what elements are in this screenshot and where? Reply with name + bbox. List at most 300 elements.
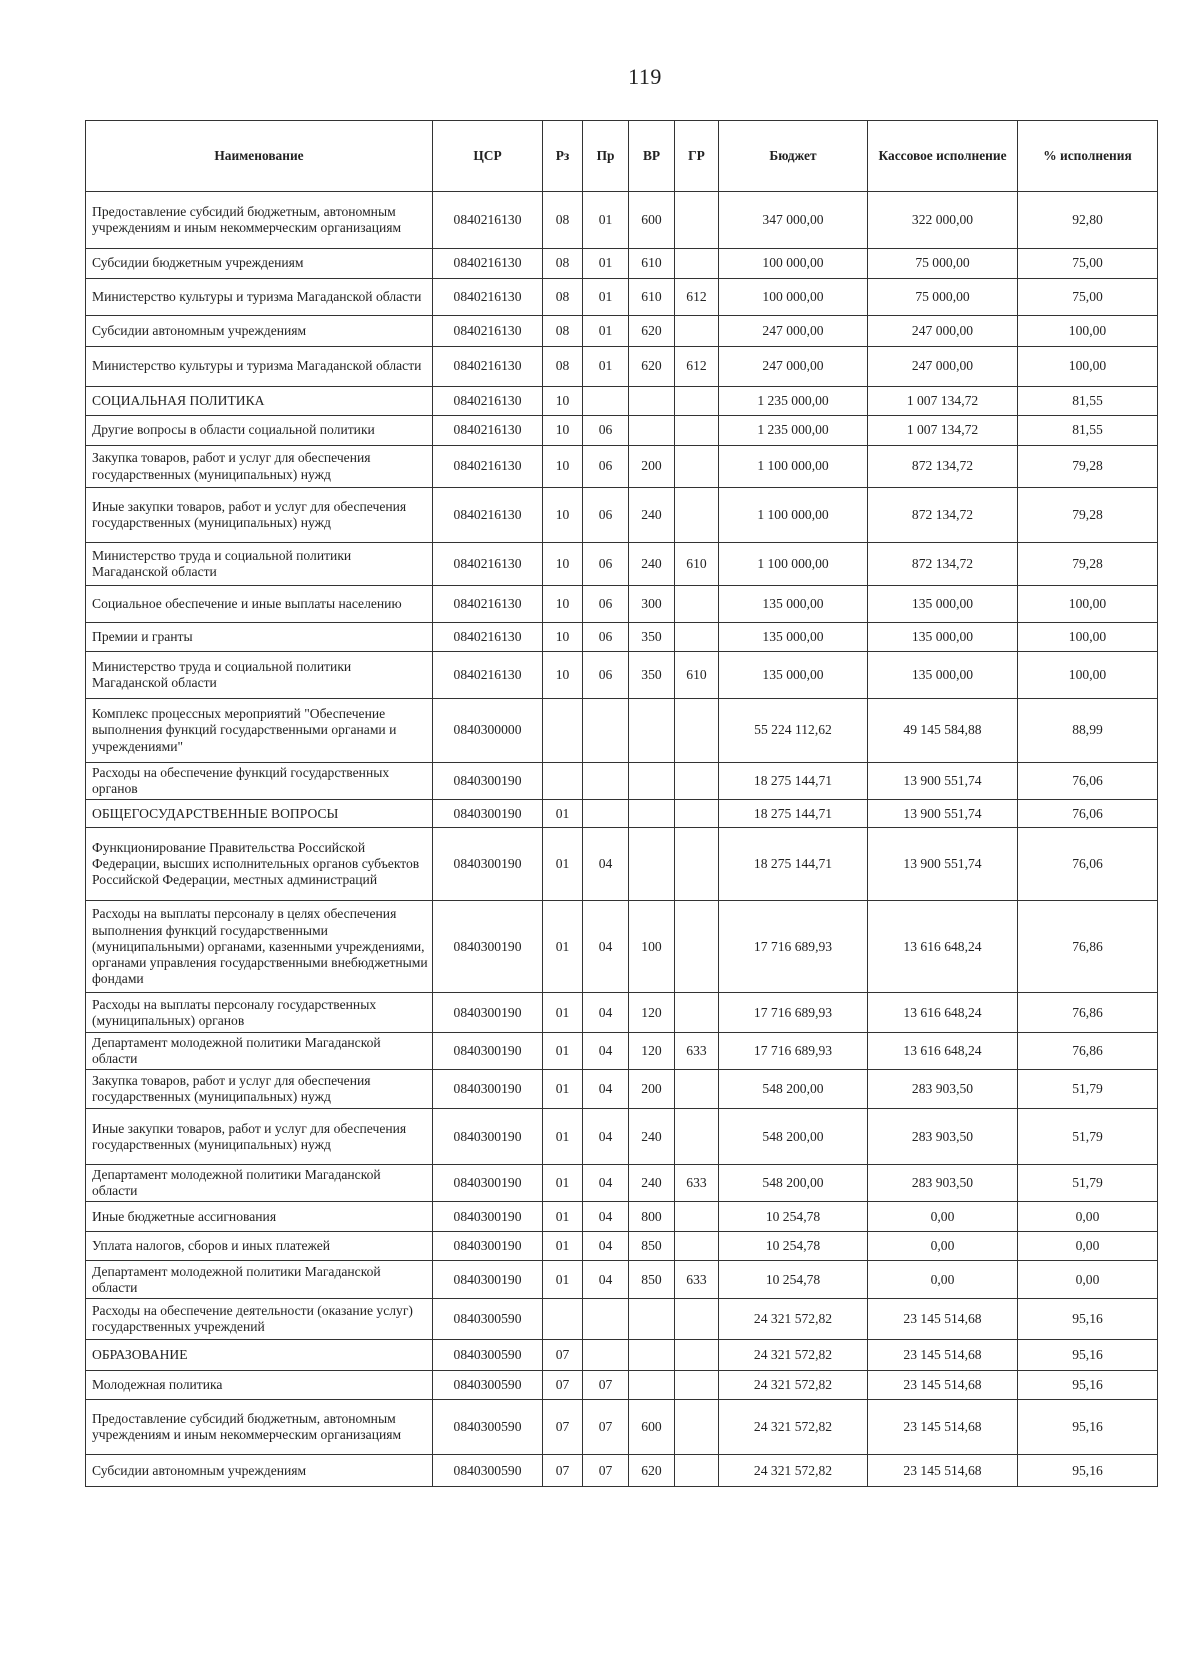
cell-cash: 135 000,00 (868, 652, 1018, 699)
cell-csr: 0840300190 (433, 1261, 543, 1299)
cell-pr: 06 (583, 652, 629, 699)
cell-gr (675, 1400, 719, 1455)
page-number: 119 (628, 64, 662, 89)
cell-name: Социальное обеспечение и иные выплаты населению (86, 586, 433, 623)
cell-rz: 01 (543, 1033, 583, 1070)
cell-name: Министерство культуры и туризма Магаданской области (86, 279, 433, 316)
cell-percent: 81,55 (1018, 416, 1158, 446)
cell-cash: 13 900 551,74 (868, 800, 1018, 828)
cell-gr (675, 623, 719, 652)
cell-rz: 10 (543, 623, 583, 652)
cell-budget: 10 254,78 (719, 1232, 868, 1261)
cell-csr: 0840300190 (433, 993, 543, 1033)
cell-gr (675, 192, 719, 249)
cell-vr: 240 (629, 543, 675, 586)
cell-gr (675, 828, 719, 901)
cell-budget: 24 321 572,82 (719, 1400, 868, 1455)
cell-cash: 13 900 551,74 (868, 763, 1018, 800)
cell-vr: 120 (629, 1033, 675, 1070)
cell-name: Иные закупки товаров, работ и услуг для обеспечения государственных (муниципальных) нужд (86, 1109, 433, 1165)
header-cash-execution: Кассовое исполнение (868, 121, 1018, 192)
cell-csr: 0840300190 (433, 1165, 543, 1202)
table-row (86, 488, 1158, 543)
cell-gr: 633 (675, 1033, 719, 1070)
cell-budget: 1 100 000,00 (719, 488, 868, 543)
cell-name: ОБРАЗОВАНИЕ (86, 1340, 433, 1371)
cell-budget: 100 000,00 (719, 249, 868, 279)
table-row (86, 387, 1158, 416)
cell-cash: 23 145 514,68 (868, 1455, 1018, 1487)
cell-rz: 01 (543, 828, 583, 901)
cell-pr: 04 (583, 901, 629, 993)
cell-cash: 872 134,72 (868, 446, 1018, 488)
table-row (86, 623, 1158, 652)
table-row (86, 1165, 1158, 1202)
cell-cash: 247 000,00 (868, 347, 1018, 387)
cell-gr (675, 416, 719, 446)
cell-csr: 0840300190 (433, 828, 543, 901)
cell-name: Расходы на обеспечение функций государственных органов (86, 763, 433, 800)
table-row (86, 316, 1158, 347)
cell-vr (629, 1340, 675, 1371)
cell-name: Расходы на обеспечение деятельности (оказание услуг) государственных учреждений (86, 1299, 433, 1340)
cell-percent: 0,00 (1018, 1232, 1158, 1261)
cell-name: Предоставление субсидий бюджетным, автономным учреждениям и иным некоммерческим организациям (86, 192, 433, 249)
cell-cash: 283 903,50 (868, 1165, 1018, 1202)
cell-pr: 04 (583, 993, 629, 1033)
cell-vr: 620 (629, 316, 675, 347)
cell-rz: 10 (543, 543, 583, 586)
cell-budget: 18 275 144,71 (719, 828, 868, 901)
cell-pr: 01 (583, 347, 629, 387)
cell-name: Иные закупки товаров, работ и услуг для обеспечения государственных (муниципальных) нужд (86, 488, 433, 543)
table-row (86, 347, 1158, 387)
cell-gr (675, 1371, 719, 1400)
cell-rz: 08 (543, 347, 583, 387)
cell-rz: 01 (543, 1070, 583, 1109)
cell-csr: 0840300190 (433, 763, 543, 800)
cell-percent: 76,86 (1018, 993, 1158, 1033)
cell-pr: 01 (583, 192, 629, 249)
table-row (86, 763, 1158, 800)
cell-budget: 55 224 112,62 (719, 699, 868, 763)
cell-name: Департамент молодежной политики Магаданской области (86, 1261, 433, 1299)
cell-csr: 0840216130 (433, 316, 543, 347)
cell-name: Закупка товаров, работ и услуг для обеспечения государственных (муниципальных) нужд (86, 1070, 433, 1109)
cell-name: Субсидии автономным учреждениям (86, 1455, 433, 1487)
cell-gr: 610 (675, 543, 719, 586)
cell-budget: 24 321 572,82 (719, 1455, 868, 1487)
table-body (86, 192, 1158, 1487)
cell-rz: 01 (543, 1232, 583, 1261)
cell-gr (675, 1202, 719, 1232)
table-row (86, 901, 1158, 993)
cell-pr: 06 (583, 446, 629, 488)
cell-gr (675, 488, 719, 543)
table-row (86, 1340, 1158, 1371)
cell-vr (629, 699, 675, 763)
cell-percent: 100,00 (1018, 347, 1158, 387)
cell-budget: 347 000,00 (719, 192, 868, 249)
cell-gr: 612 (675, 279, 719, 316)
cell-rz: 10 (543, 488, 583, 543)
cell-percent: 79,28 (1018, 446, 1158, 488)
cell-rz: 08 (543, 192, 583, 249)
cell-vr (629, 800, 675, 828)
cell-pr: 04 (583, 1165, 629, 1202)
table-row (86, 652, 1158, 699)
cell-csr: 0840300190 (433, 1109, 543, 1165)
cell-budget: 17 716 689,93 (719, 901, 868, 993)
cell-cash: 872 134,72 (868, 543, 1018, 586)
cell-vr: 620 (629, 347, 675, 387)
cell-vr: 120 (629, 993, 675, 1033)
table-row (86, 1455, 1158, 1487)
table-row (86, 1109, 1158, 1165)
cell-gr (675, 1299, 719, 1340)
cell-pr: 04 (583, 1261, 629, 1299)
cell-budget: 17 716 689,93 (719, 993, 868, 1033)
cell-rz: 07 (543, 1340, 583, 1371)
table-row (86, 446, 1158, 488)
cell-rz: 08 (543, 249, 583, 279)
cell-csr: 0840300190 (433, 1070, 543, 1109)
cell-rz (543, 699, 583, 763)
cell-vr: 240 (629, 488, 675, 543)
cell-budget: 1 235 000,00 (719, 416, 868, 446)
cell-name: Министерство культуры и туризма Магаданской области (86, 347, 433, 387)
cell-pr (583, 387, 629, 416)
cell-cash: 13 900 551,74 (868, 828, 1018, 901)
cell-vr (629, 1371, 675, 1400)
cell-pr: 04 (583, 1070, 629, 1109)
cell-csr: 0840216130 (433, 446, 543, 488)
cell-csr: 0840216130 (433, 416, 543, 446)
header-name: Наименование (86, 121, 433, 192)
cell-name: Министерство труда и социальной политики Магаданской области (86, 652, 433, 699)
cell-vr: 610 (629, 249, 675, 279)
cell-rz: 10 (543, 416, 583, 446)
cell-name: Молодежная политика (86, 1371, 433, 1400)
cell-gr (675, 446, 719, 488)
cell-pr: 07 (583, 1455, 629, 1487)
cell-cash: 135 000,00 (868, 586, 1018, 623)
cell-vr: 800 (629, 1202, 675, 1232)
cell-percent: 0,00 (1018, 1202, 1158, 1232)
cell-pr: 04 (583, 1202, 629, 1232)
cell-budget: 548 200,00 (719, 1165, 868, 1202)
table-row (86, 1232, 1158, 1261)
cell-csr: 0840300590 (433, 1400, 543, 1455)
cell-budget: 135 000,00 (719, 623, 868, 652)
cell-cash: 23 145 514,68 (868, 1371, 1018, 1400)
cell-budget: 24 321 572,82 (719, 1340, 868, 1371)
cell-percent: 76,06 (1018, 800, 1158, 828)
cell-cash: 0,00 (868, 1261, 1018, 1299)
cell-csr: 0840216130 (433, 543, 543, 586)
table-row (86, 192, 1158, 249)
cell-cash: 23 145 514,68 (868, 1299, 1018, 1340)
table-row (86, 279, 1158, 316)
cell-csr: 0840216130 (433, 488, 543, 543)
cell-vr: 350 (629, 652, 675, 699)
table-row (86, 1400, 1158, 1455)
cell-budget: 1 100 000,00 (719, 446, 868, 488)
cell-pr: 04 (583, 828, 629, 901)
cell-rz: 07 (543, 1400, 583, 1455)
cell-cash: 13 616 648,24 (868, 901, 1018, 993)
cell-pr: 01 (583, 279, 629, 316)
cell-budget: 1 235 000,00 (719, 387, 868, 416)
cell-budget: 1 100 000,00 (719, 543, 868, 586)
cell-vr: 610 (629, 279, 675, 316)
cell-percent: 76,86 (1018, 901, 1158, 993)
header-rz: Рз (543, 121, 583, 192)
cell-name: Премии и гранты (86, 623, 433, 652)
cell-budget: 10 254,78 (719, 1261, 868, 1299)
table-header-row (86, 121, 1158, 192)
cell-csr: 0840300000 (433, 699, 543, 763)
cell-percent: 95,16 (1018, 1371, 1158, 1400)
cell-csr: 0840300190 (433, 1033, 543, 1070)
cell-cash: 0,00 (868, 1232, 1018, 1261)
cell-vr (629, 763, 675, 800)
cell-rz: 07 (543, 1455, 583, 1487)
header-pr: Пр (583, 121, 629, 192)
cell-percent: 95,16 (1018, 1400, 1158, 1455)
cell-gr (675, 387, 719, 416)
cell-rz: 01 (543, 1109, 583, 1165)
cell-name: СОЦИАЛЬНАЯ ПОЛИТИКА (86, 387, 433, 416)
cell-pr: 06 (583, 543, 629, 586)
cell-percent: 81,55 (1018, 387, 1158, 416)
header-percent-execution: % исполнения (1018, 121, 1158, 192)
cell-percent: 79,28 (1018, 543, 1158, 586)
cell-cash: 23 145 514,68 (868, 1400, 1018, 1455)
table-row (86, 1371, 1158, 1400)
cell-pr: 04 (583, 1109, 629, 1165)
cell-budget: 17 716 689,93 (719, 1033, 868, 1070)
cell-name: Комплекс процессных мероприятий "Обеспечение выполнения функций государственными органами и учреждениями" (86, 699, 433, 763)
cell-gr (675, 699, 719, 763)
table-row (86, 586, 1158, 623)
table-row (86, 828, 1158, 901)
cell-gr (675, 763, 719, 800)
cell-rz: 01 (543, 901, 583, 993)
cell-gr: 610 (675, 652, 719, 699)
cell-csr: 0840300590 (433, 1340, 543, 1371)
cell-pr: 04 (583, 1232, 629, 1261)
cell-gr (675, 993, 719, 1033)
cell-rz: 10 (543, 446, 583, 488)
cell-pr (583, 800, 629, 828)
cell-cash: 49 145 584,88 (868, 699, 1018, 763)
cell-csr: 0840216130 (433, 387, 543, 416)
cell-gr (675, 1232, 719, 1261)
cell-percent: 51,79 (1018, 1070, 1158, 1109)
cell-name: Уплата налогов, сборов и иных платежей (86, 1232, 433, 1261)
cell-csr: 0840300590 (433, 1299, 543, 1340)
cell-pr: 06 (583, 586, 629, 623)
cell-csr: 0840300590 (433, 1455, 543, 1487)
cell-budget: 548 200,00 (719, 1070, 868, 1109)
cell-name: Функционирование Правительства Российской Федерации, высших исполнительных органов субъектов Российской Федерации, местных администраций (86, 828, 433, 901)
cell-gr: 612 (675, 347, 719, 387)
cell-vr: 350 (629, 623, 675, 652)
cell-budget: 18 275 144,71 (719, 763, 868, 800)
cell-gr (675, 586, 719, 623)
table-row (86, 1070, 1158, 1109)
cell-percent: 76,86 (1018, 1033, 1158, 1070)
cell-percent: 76,06 (1018, 828, 1158, 901)
cell-cash: 75 000,00 (868, 249, 1018, 279)
cell-budget: 247 000,00 (719, 316, 868, 347)
cell-budget: 100 000,00 (719, 279, 868, 316)
cell-vr: 600 (629, 192, 675, 249)
cell-gr (675, 1109, 719, 1165)
cell-vr: 200 (629, 1070, 675, 1109)
table-row (86, 1261, 1158, 1299)
cell-percent: 88,99 (1018, 699, 1158, 763)
cell-percent: 100,00 (1018, 652, 1158, 699)
cell-name: Предоставление субсидий бюджетным, автономным учреждениям и иным некоммерческим организациям (86, 1400, 433, 1455)
cell-name: Иные бюджетные ассигнования (86, 1202, 433, 1232)
cell-csr: 0840216130 (433, 586, 543, 623)
table-row (86, 800, 1158, 828)
cell-csr: 0840216130 (433, 623, 543, 652)
cell-percent: 92,80 (1018, 192, 1158, 249)
cell-gr (675, 800, 719, 828)
header-gr: ГР (675, 121, 719, 192)
cell-cash: 75 000,00 (868, 279, 1018, 316)
cell-cash: 0,00 (868, 1202, 1018, 1232)
budget-execution-table (85, 120, 1158, 1487)
table-row (86, 249, 1158, 279)
cell-rz: 08 (543, 279, 583, 316)
table-row (86, 543, 1158, 586)
cell-name: Министерство труда и социальной политики Магаданской области (86, 543, 433, 586)
cell-percent: 51,79 (1018, 1109, 1158, 1165)
cell-budget: 24 321 572,82 (719, 1371, 868, 1400)
cell-pr: 01 (583, 316, 629, 347)
cell-pr (583, 763, 629, 800)
cell-cash: 283 903,50 (868, 1070, 1018, 1109)
table-row (86, 1033, 1158, 1070)
cell-name: Закупка товаров, работ и услуг для обеспечения государственных (муниципальных) нужд (86, 446, 433, 488)
cell-pr: 07 (583, 1400, 629, 1455)
table-row (86, 1299, 1158, 1340)
cell-rz: 01 (543, 800, 583, 828)
cell-gr (675, 1070, 719, 1109)
cell-cash: 13 616 648,24 (868, 993, 1018, 1033)
cell-pr: 06 (583, 488, 629, 543)
cell-cash: 872 134,72 (868, 488, 1018, 543)
cell-percent: 0,00 (1018, 1261, 1158, 1299)
header-budget: Бюджет (719, 121, 868, 192)
cell-rz: 01 (543, 993, 583, 1033)
cell-csr: 0840300190 (433, 1202, 543, 1232)
cell-pr: 06 (583, 623, 629, 652)
cell-rz (543, 1299, 583, 1340)
cell-percent: 95,16 (1018, 1340, 1158, 1371)
cell-gr (675, 249, 719, 279)
cell-budget: 135 000,00 (719, 652, 868, 699)
cell-rz: 10 (543, 387, 583, 416)
cell-vr (629, 828, 675, 901)
cell-csr: 0840216130 (433, 347, 543, 387)
cell-gr (675, 1455, 719, 1487)
cell-pr: 01 (583, 249, 629, 279)
cell-name: Департамент молодежной политики Магаданской области (86, 1033, 433, 1070)
table-row (86, 1202, 1158, 1232)
cell-name: Департамент молодежной политики Магаданской области (86, 1165, 433, 1202)
table-row (86, 993, 1158, 1033)
cell-vr: 100 (629, 901, 675, 993)
cell-pr (583, 699, 629, 763)
cell-vr: 850 (629, 1232, 675, 1261)
cell-rz: 01 (543, 1165, 583, 1202)
cell-pr (583, 1340, 629, 1371)
cell-rz: 10 (543, 586, 583, 623)
cell-percent: 75,00 (1018, 249, 1158, 279)
cell-vr: 300 (629, 586, 675, 623)
cell-budget: 18 275 144,71 (719, 800, 868, 828)
cell-vr (629, 1299, 675, 1340)
cell-rz: 01 (543, 1261, 583, 1299)
cell-pr: 04 (583, 1033, 629, 1070)
cell-rz (543, 763, 583, 800)
cell-csr: 0840300190 (433, 800, 543, 828)
cell-name: Другие вопросы в области социальной политики (86, 416, 433, 446)
cell-percent: 76,06 (1018, 763, 1158, 800)
cell-vr: 240 (629, 1165, 675, 1202)
cell-cash: 283 903,50 (868, 1109, 1018, 1165)
cell-gr (675, 1340, 719, 1371)
table-row (86, 416, 1158, 446)
cell-gr (675, 901, 719, 993)
cell-pr (583, 1299, 629, 1340)
cell-csr: 0840216130 (433, 249, 543, 279)
cell-cash: 23 145 514,68 (868, 1340, 1018, 1371)
cell-name: Субсидии бюджетным учреждениям (86, 249, 433, 279)
cell-cash: 1 007 134,72 (868, 387, 1018, 416)
cell-csr: 0840216130 (433, 652, 543, 699)
cell-budget: 247 000,00 (719, 347, 868, 387)
cell-name: Расходы на выплаты персоналу государственных (муниципальных) органов (86, 993, 433, 1033)
cell-percent: 95,16 (1018, 1299, 1158, 1340)
cell-vr: 600 (629, 1400, 675, 1455)
cell-percent: 100,00 (1018, 623, 1158, 652)
cell-cash: 135 000,00 (868, 623, 1018, 652)
cell-vr: 200 (629, 446, 675, 488)
cell-csr: 0840300590 (433, 1371, 543, 1400)
cell-rz: 07 (543, 1371, 583, 1400)
header-csr: ЦСР (433, 121, 543, 192)
cell-name: Субсидии автономным учреждениям (86, 316, 433, 347)
cell-percent: 51,79 (1018, 1165, 1158, 1202)
cell-vr: 620 (629, 1455, 675, 1487)
cell-csr: 0840216130 (433, 192, 543, 249)
cell-percent: 95,16 (1018, 1455, 1158, 1487)
cell-percent: 75,00 (1018, 279, 1158, 316)
cell-cash: 247 000,00 (868, 316, 1018, 347)
cell-pr: 06 (583, 416, 629, 446)
cell-cash: 1 007 134,72 (868, 416, 1018, 446)
cell-percent: 100,00 (1018, 316, 1158, 347)
cell-budget: 10 254,78 (719, 1202, 868, 1232)
cell-budget: 135 000,00 (719, 586, 868, 623)
cell-percent: 100,00 (1018, 586, 1158, 623)
